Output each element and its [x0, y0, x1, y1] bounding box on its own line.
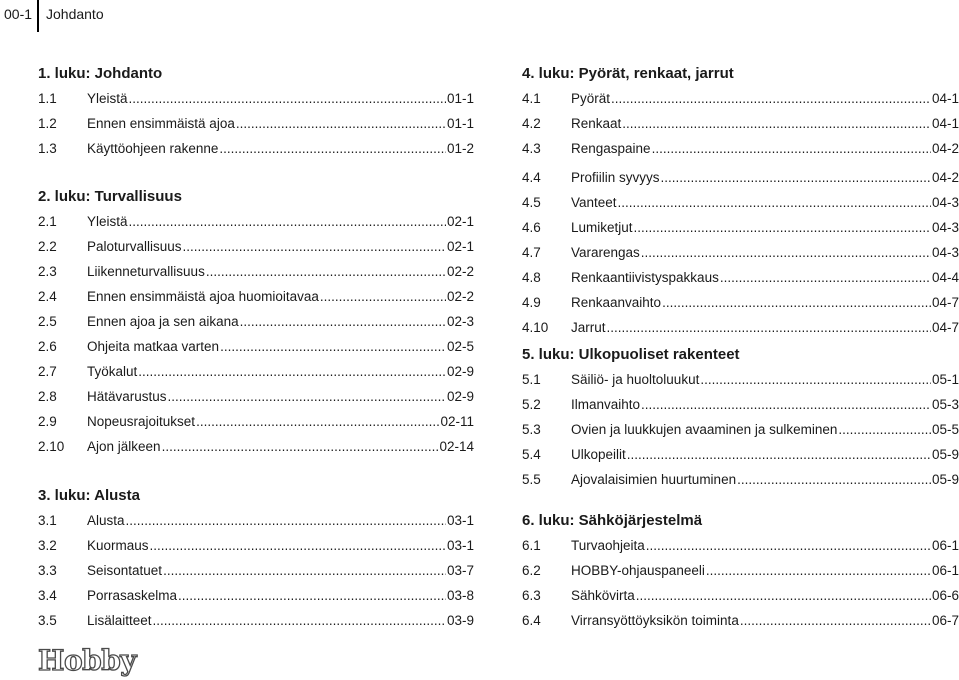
entry-label: Ajovalaisimien huurtuminen	[571, 472, 737, 487]
entry-number: 4.5	[522, 195, 541, 210]
entry-number: 2.5	[38, 314, 57, 329]
dot-leader	[183, 234, 446, 259]
entry-label: Sähkövirta	[571, 588, 635, 603]
entry-label: Ovien ja luukkujen avaaminen ja sulkeminen	[571, 422, 838, 437]
dot-leader	[196, 409, 439, 434]
entry-page: 02-11	[440, 414, 474, 429]
toc-entry[interactable]	[522, 417, 959, 442]
entry-label: Käyttöohjeen rakenne	[87, 141, 219, 156]
toc-entry[interactable]	[38, 136, 474, 161]
entry-label: Ulkopeilit	[571, 447, 626, 462]
toc-entry[interactable]	[38, 234, 474, 259]
entry-number: 3.4	[38, 588, 57, 603]
toc-entry[interactable]	[38, 334, 474, 359]
entry-page: 04-3	[931, 195, 959, 210]
dot-leader	[636, 583, 931, 608]
entry-page: 04-2	[931, 141, 959, 156]
dot-leader	[737, 467, 931, 492]
entry-page: 06-1	[931, 563, 959, 578]
entry-label: Ajon jälkeen	[87, 439, 161, 454]
entry-label: Renkaantiivistyspakkaus	[571, 270, 719, 285]
dot-leader	[220, 334, 446, 359]
toc-entry[interactable]	[38, 209, 474, 234]
entry-page: 02-1	[446, 214, 474, 229]
toc-section	[38, 61, 474, 161]
entry-page: 03-1	[446, 513, 474, 528]
entry-label: Lisälaitteet	[87, 613, 152, 628]
entry-label: Jarrut	[571, 320, 606, 335]
toc-entry[interactable]	[522, 467, 959, 492]
entry-number: 5.4	[522, 447, 541, 462]
toc-entry[interactable]	[38, 111, 474, 136]
dot-leader	[150, 533, 446, 558]
entry-label: Rengaspaine	[571, 141, 651, 156]
entry-page: 06-6	[931, 588, 959, 603]
entry-page: 05-9	[931, 447, 959, 462]
dot-leader	[129, 86, 446, 111]
toc-entry[interactable]	[522, 265, 959, 290]
entry-page: 02-1	[446, 239, 474, 254]
entry-page: 03-9	[446, 613, 474, 628]
entry-label: Kuormaus	[87, 538, 149, 553]
entry-label: Vanteet	[571, 195, 617, 210]
dot-leader	[622, 111, 931, 136]
entry-page: 01-2	[446, 141, 474, 156]
entry-page: 03-7	[446, 563, 474, 578]
dot-leader	[641, 392, 931, 417]
entry-number: 2.1	[38, 214, 57, 229]
entry-number: 4.1	[522, 91, 541, 106]
entry-number: 3.5	[38, 613, 57, 628]
dot-leader	[607, 315, 931, 340]
toc-entry[interactable]	[522, 215, 959, 240]
entry-label: Profiilin syvyys	[571, 170, 660, 185]
toc-section	[522, 508, 959, 633]
entry-number: 1.3	[38, 141, 57, 156]
page-code: 00-1	[4, 6, 33, 22]
toc-entry[interactable]	[522, 392, 959, 417]
entry-label: Alusta	[87, 513, 125, 528]
entry-label: Pyörät	[571, 91, 611, 106]
toc-entry[interactable]	[38, 583, 474, 608]
entry-number: 2.3	[38, 264, 57, 279]
toc-entry[interactable]	[38, 409, 474, 434]
section-title: 4. luku: Pyörät, renkaat, jarrut	[522, 65, 734, 82]
entry-number: 2.9	[38, 414, 57, 429]
toc-entry[interactable]	[522, 442, 959, 467]
dot-leader	[138, 359, 446, 384]
entry-page: 05-9	[931, 472, 959, 487]
entry-number: 6.2	[522, 563, 541, 578]
dot-leader	[652, 136, 931, 161]
entry-page: 02-3	[446, 314, 474, 329]
entry-page: 02-2	[446, 289, 474, 304]
entry-number: 4.2	[522, 116, 541, 131]
entry-label: Lumiketjut	[571, 220, 633, 235]
toc-entry[interactable]	[38, 434, 474, 459]
entry-number: 3.1	[38, 513, 57, 528]
entry-page: 02-14	[439, 439, 474, 454]
dot-leader	[618, 190, 931, 215]
entry-page: 02-9	[446, 389, 474, 404]
entry-page: 04-4	[931, 270, 959, 285]
toc-entry[interactable]	[522, 240, 959, 265]
entry-number: 2.2	[38, 239, 57, 254]
entry-number: 2.4	[38, 289, 57, 304]
toc-entry[interactable]	[38, 259, 474, 284]
entry-number: 4.6	[522, 220, 541, 235]
entry-label: Vararengas	[571, 245, 640, 260]
dot-leader	[662, 290, 931, 315]
entry-number: 5.2	[522, 397, 541, 412]
entry-number: 4.4	[522, 170, 541, 185]
entry-label: Virransyöttöyksikön toiminta	[571, 613, 739, 628]
entry-number: 5.3	[522, 422, 541, 437]
entry-page: 02-5	[446, 339, 474, 354]
entry-label: Ilmanvaihto	[571, 397, 641, 412]
entry-number: 5.5	[522, 472, 541, 487]
toc-entry[interactable]	[38, 309, 474, 334]
entry-page: 06-7	[931, 613, 959, 628]
entry-page: 05-1	[931, 372, 959, 387]
entry-number: 4.7	[522, 245, 541, 260]
toc-entry[interactable]	[522, 533, 959, 558]
entry-number: 2.6	[38, 339, 57, 354]
toc-entry[interactable]	[522, 558, 959, 583]
dot-leader	[206, 259, 446, 284]
entry-label: Nopeusrajoitukset	[87, 414, 196, 429]
entry-label: Ennen ensimmäistä ajoa	[87, 116, 235, 131]
entry-page: 04-7	[931, 320, 959, 335]
toc-entry[interactable]	[522, 608, 959, 633]
entry-label: Porrasaskelma	[87, 588, 178, 603]
entry-number: 2.8	[38, 389, 57, 404]
toc-entry[interactable]	[38, 384, 474, 409]
toc-entry[interactable]	[522, 86, 959, 111]
entry-label: Työkalut	[87, 364, 138, 379]
dot-leader	[168, 384, 446, 409]
dot-leader	[129, 209, 446, 234]
section-title: 2. luku: Turvallisuus	[38, 188, 182, 205]
entry-page: 02-9	[446, 364, 474, 379]
dot-leader	[661, 165, 931, 190]
entry-page: 05-5	[931, 422, 959, 437]
dot-leader	[611, 86, 931, 111]
entry-label: Liikenneturvallisuus	[87, 264, 205, 279]
toc-entry[interactable]	[38, 284, 474, 309]
dot-leader	[240, 309, 446, 334]
dot-leader	[720, 265, 931, 290]
section-title: 5. luku: Ulkopuoliset rakenteet	[522, 346, 740, 363]
entry-page: 04-3	[931, 245, 959, 260]
entry-number: 6.4	[522, 613, 541, 628]
toc-entry[interactable]	[522, 290, 959, 315]
entry-label: Renkaat	[571, 116, 622, 131]
entry-page: 05-3	[931, 397, 959, 412]
dot-leader	[320, 284, 446, 309]
entry-label: Yleistä	[87, 214, 128, 229]
dot-leader	[162, 434, 439, 459]
toc-section	[38, 184, 474, 459]
section-title: 6. luku: Sähköjärjestelmä	[522, 512, 703, 529]
toc-entry[interactable]	[522, 190, 959, 215]
entry-number: 2.7	[38, 364, 57, 379]
toc-entry[interactable]	[38, 558, 474, 583]
entry-label: Turvaohjeita	[571, 538, 645, 553]
entry-label: Seisontatuet	[87, 563, 163, 578]
entry-number: 3.2	[38, 538, 57, 553]
document-title: Johdanto	[46, 6, 104, 22]
entry-page: 03-8	[446, 588, 474, 603]
entry-number: 1.1	[38, 91, 57, 106]
dot-leader	[646, 533, 931, 558]
entry-page: 04-7	[931, 295, 959, 310]
entry-number: 4.3	[522, 141, 541, 156]
page-header	[0, 0, 959, 32]
dot-leader	[838, 417, 931, 442]
toc-entry[interactable]	[522, 367, 959, 392]
hobby-logo: Hobby	[38, 644, 137, 677]
entry-number: 6.3	[522, 588, 541, 603]
dot-leader	[163, 558, 446, 583]
entry-page: 03-1	[446, 538, 474, 553]
dot-leader	[627, 442, 931, 467]
dot-leader	[706, 558, 931, 583]
toc-entry[interactable]	[38, 359, 474, 384]
entry-page: 01-1	[446, 91, 474, 106]
entry-number: 4.8	[522, 270, 541, 285]
entry-page: 01-1	[446, 116, 474, 131]
dot-leader	[700, 367, 931, 392]
entry-label: Paloturvallisuus	[87, 239, 182, 254]
dot-leader	[178, 583, 446, 608]
dot-leader	[153, 608, 446, 633]
section-title: 3. luku: Alusta	[38, 487, 140, 504]
entry-number: 3.3	[38, 563, 57, 578]
toc-entry[interactable]	[522, 111, 959, 136]
toc-section	[38, 483, 474, 633]
entry-label: Hätävarustus	[87, 389, 167, 404]
entry-number: 5.1	[522, 372, 541, 387]
entry-page: 02-2	[446, 264, 474, 279]
entry-label: Renkaanvaihto	[571, 295, 662, 310]
entry-label: Yleistä	[87, 91, 128, 106]
entry-label: Ennen ensimmäistä ajoa huomioitavaa	[87, 289, 319, 304]
entry-number: 6.1	[522, 538, 541, 553]
dot-leader	[641, 240, 931, 265]
entry-number: 1.2	[38, 116, 57, 131]
toc-entry[interactable]	[522, 315, 959, 340]
entry-label: Ennen ajoa ja sen aikana	[87, 314, 239, 329]
entry-label: HOBBY-ohjauspaneeli	[571, 563, 705, 578]
entry-label: Ohjeita matkaa varten	[87, 339, 220, 354]
toc-entry[interactable]	[522, 583, 959, 608]
toc-entry[interactable]	[38, 608, 474, 633]
toc-entry[interactable]	[522, 165, 959, 190]
entry-page: 04-1	[931, 91, 959, 106]
toc-entry[interactable]	[522, 136, 959, 161]
toc-section	[522, 342, 959, 492]
toc-entry[interactable]	[38, 86, 474, 111]
dot-leader	[634, 215, 931, 240]
section-title: 1. luku: Johdanto	[38, 65, 163, 82]
entry-page: 04-1	[931, 116, 959, 131]
toc-section	[522, 61, 959, 340]
entry-page: 04-2	[931, 170, 959, 185]
entry-number: 4.10	[522, 320, 549, 335]
dot-leader	[236, 111, 446, 136]
entry-label: Säiliö- ja huoltoluukut	[571, 372, 700, 387]
entry-number: 4.9	[522, 295, 541, 310]
toc-entry[interactable]	[38, 533, 474, 558]
entry-page: 04-3	[931, 220, 959, 235]
dot-leader	[740, 608, 931, 633]
header-divider	[37, 0, 39, 32]
entry-page: 06-1	[931, 538, 959, 553]
dot-leader	[126, 508, 446, 533]
entry-number: 2.10	[38, 439, 65, 454]
dot-leader	[219, 136, 446, 161]
toc-entry[interactable]	[38, 508, 474, 533]
